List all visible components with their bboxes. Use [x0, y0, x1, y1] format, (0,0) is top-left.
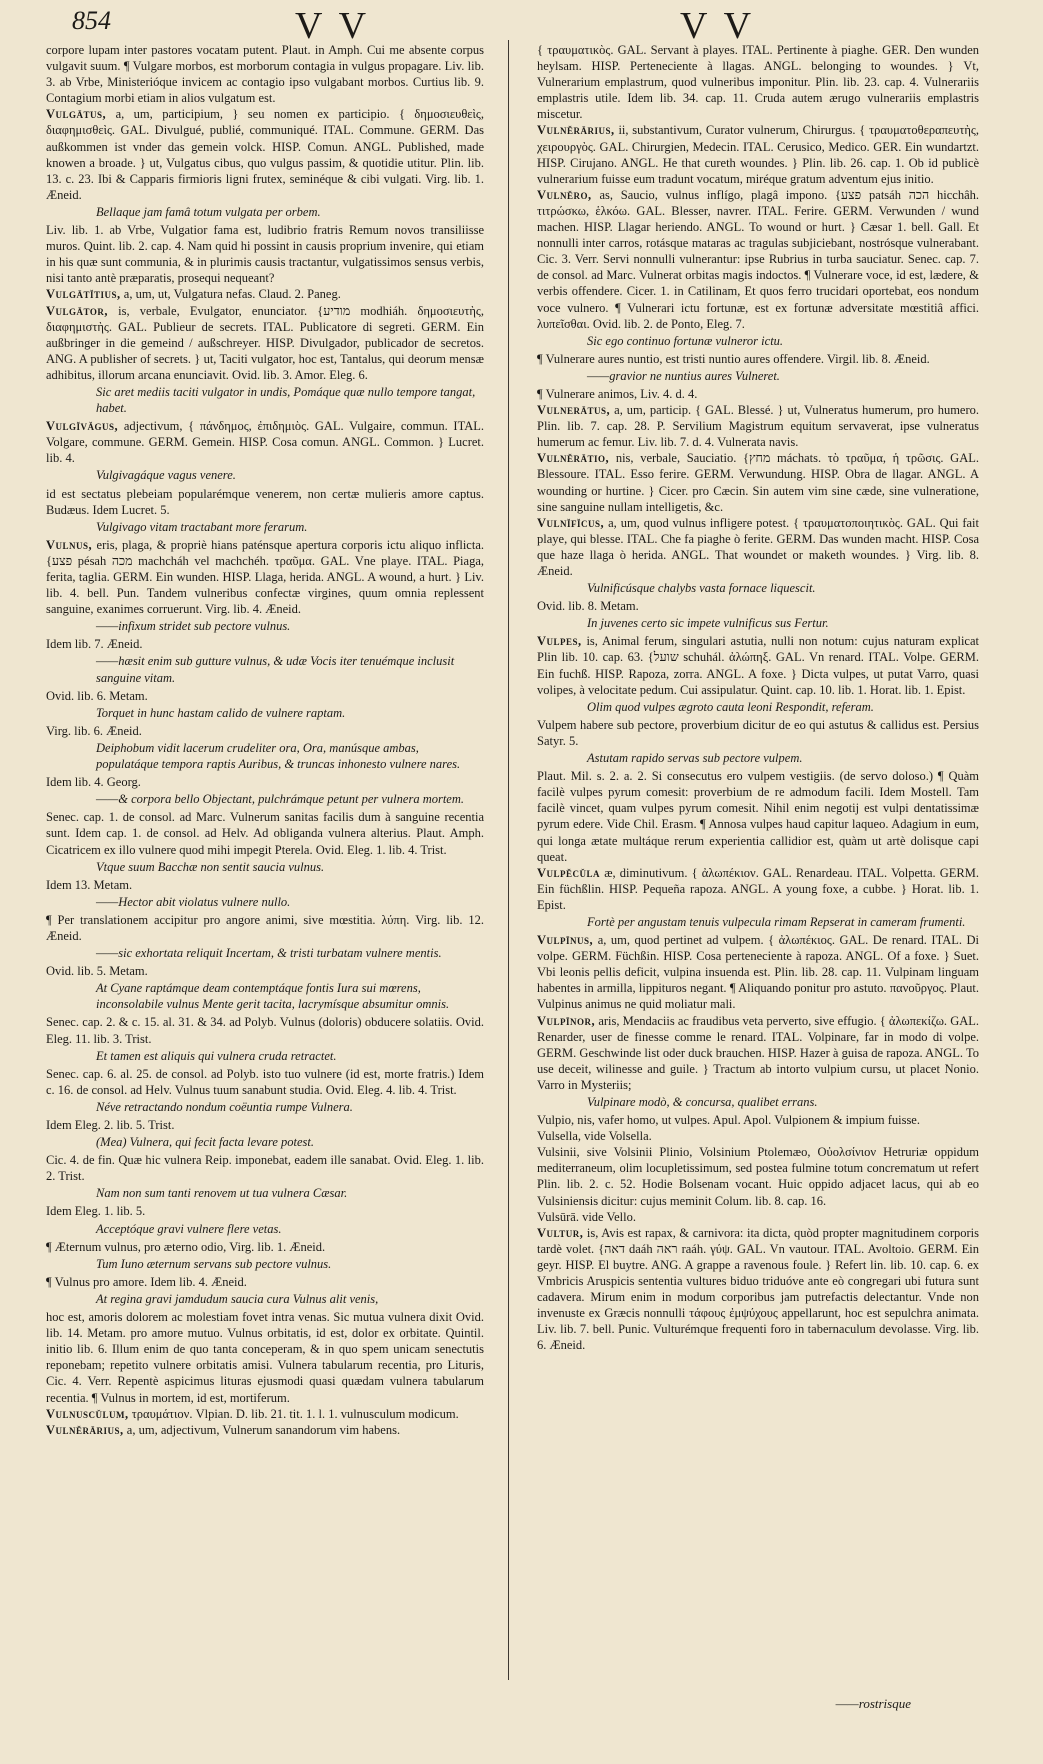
verse-quotation: Vulnificúsque chalybs vasta fornace liquescit. — [587, 581, 816, 596]
verse-quotation: ——& corpora bello Objectant, pulchrámque petunt per vulnera mortem. — [96, 792, 465, 807]
entry-text: a, um, participium, } seu nomen ex participio. { δημοσιευθεὶς, διαφημισθεὶς. GAL. Divulgué, publié, communiqué. ITAL. Commune. GERM. Das außkommen ist vnder das gemein volck. HISP. Comun. ANGL. Published, made knowen a broade. } ut, Vulgatus cibus, quo vulgus passim, & quotidie utitur. Plin. lib. 13. c. 23. Ibi & Capparis firmioris ligni frutex, seminéque & cibi vulgati. Virg. lib. 1. Æneid. — [46, 107, 484, 202]
headword: Vulpīnor, — [537, 1013, 596, 1028]
verse-quotation: Bellaque jam famâ totum vulgata per orbem. — [96, 204, 321, 219]
dictionary-entry — [537, 450, 979, 514]
dictionary-entry — [537, 1144, 979, 1208]
dictionary-entry — [46, 42, 484, 106]
verse-quotation: Nam non sum tanti renovem ut tua vulnera Cæsar. — [96, 1186, 348, 1201]
entry-text: as, Saucio, vulnus inflígo, plagâ impono. {פצע patsáh הכה hicchâh. τιτρώσκω, ἑλκόω. GAL. Blesser, navrer. ITAL. Ferire. GERM. Verwunden / wund machen. HISP. Llagar heriendo. ANGL. To wound or hurt. } Cæsar 1. bell. Gall. Et nonnulli inter carros, rotásque mataras ac tragulas subjiciebant, nostrósque vulnerabant. Cic. 3. Verr. Servi nonnulli vulnerantur: ipse Rubrius in turba sauciatur. Senec. cap. 7. de consol. ad Marc. Vulnerat orbitas magis indoctos. ¶ Vulnerare voce, id est, lædere, & verbis offendere. Cicer. 1. in Catilinam, Et quos ferro trucidari oportebat, eos nondum voce vulnero. ¶ Vulnerari ictu fortunæ, est ex fortunæ adversitate mœstitiâ affici. λυπεῖσθαι. Ovid. lib. 2. de Ponto, Eleg. 7. — [537, 187, 979, 331]
entry-text: ¶ Æternum vulnus, pro æterno odio, Virg. lib. 1. Æneid. — [46, 1239, 326, 1254]
dictionary-entry — [46, 1309, 484, 1406]
left-running-head: V V — [295, 5, 371, 47]
dictionary-entry — [537, 598, 979, 614]
dictionary-entry — [46, 1066, 484, 1098]
entry-text: corpore lupam inter pastores vocatam putent. Plaut. in Amph. Cui me absente corpus vulgavit suum. ¶ Vulgare morbos, est morborum contagia in vulgus propagare. Liv. lib. 3. ab Vrbe, Ministerióque invicem ac contagio ipso vulgabant morbos. Curtius lib. 9. Contagium morbi etiam in alios vulgatum est. — [46, 43, 484, 106]
entry-text: Vulpio, nis, vafer homo, ut vulpes. Apul. Apol. Vulpionem & impium fuisse. — [537, 1113, 920, 1128]
headword: Vulnus, — [46, 537, 93, 552]
verse-quotation: At Cyane raptámque deam contemptáque fontis Iura sui mœrens, inconsolabile vulnus Mente gerit tacita, lacrymísque absumitur omnis. — [96, 981, 450, 1012]
entry-text: Vulsinii, sive Volsinii Plinio, Volsinium Ptolemæo, Οὐολσίνιον Hetruriæ oppidum mediterraneum, olim locupletissimum, sed postea fulmine totum concrematum ut refert Plin. lib. 2. c. 52. Hodie Bolsenam vocant. Huic oppido adjacet lacus, qui ab eo Vulsiniensis dicitur: cujus meminit Colum. lib. 8. cap. 16. — [537, 1145, 979, 1208]
page-number: 854 — [72, 6, 111, 35]
dictionary-entry — [537, 768, 979, 865]
dictionary-entry — [537, 865, 979, 913]
entry-text: Ovid. lib. 5. Metam. — [46, 964, 148, 979]
verse-quotation: Et tamen est aliquis qui vulnera cruda retractet. — [96, 1048, 337, 1063]
verse-quotation: ——infixum stridet sub pectore vulnus. — [96, 619, 291, 634]
entry-text: is, verbale, Evulgator, enunciator. {מודיע modhiáh. δημοσιευτὴς, διαφημιστὴς. GAL. Publieur de secrets. ITAL. Publicatore di segreti. GERM. Ein außbringer in die gemeind / außschreyer. HISP. Divulgador, publicador de secretos. ANG. A publisher of secrets. } ut, Taciti vulgator, hoc est, Tantalus, qui deorum mensæ adhibitus, illorum arcana enunciavit. Ovid. lib. 3. Amor. Eleg. 6. — [46, 303, 484, 382]
headword: Vulpĕcŭla — [537, 865, 601, 880]
dictionary-entry — [46, 723, 484, 739]
entry-text: a, um, quod pertinet ad vulpem. { ἀλωπέκιος. GAL. De renard. ITAL. Di volpe. GERM. Füchßin. HISP. Cosa perteneciente à rapoza. ANGL. Of a foxe. } Suet. Vbi leonis pellis deficit, vulpina insuenda est. Plin. lib. 28. cap. 11. Vulpinam linguam habentes in armilla, lippituros negant. ¶ Aliquando ponitur pro astuto. πανοῦργος. Plaut. Vulpinus animus ne quid moliatur mali. — [537, 933, 979, 1012]
verse-quotation: Tum Iuno æternum servans sub pectore vulnus. — [96, 1256, 332, 1271]
dictionary-entry — [46, 106, 484, 203]
verse-quotation: Sic aret mediis taciti vulgator in undis, Pomáque quæ nullo tempore tangat, habet. — [96, 384, 476, 416]
entry-text: Idem lib. 4. Georg. — [46, 775, 141, 790]
headword: Vulgātĭtius, — [46, 287, 121, 302]
dictionary-entry — [46, 1406, 484, 1422]
verse-quotation: Astutam rapido servas sub pectore vulpem. — [587, 751, 803, 766]
dictionary-entry — [46, 1014, 484, 1046]
verse-quotation: Vtque suum Bacchæ non sentit saucia vulnus. — [96, 859, 325, 874]
dictionary-entry — [46, 688, 484, 704]
entry-text: Cic. 4. de fin. Quæ hic vulnera Reip. imponebat, eadem ille sanabat. Ovid. Eleg. 1. lib. 2. Trist. — [46, 1153, 484, 1184]
verse-quotation: Torquet in hunc hastam calido de vulnere raptam. — [96, 705, 346, 720]
entry-text: Plaut. Mil. s. 2. a. 2. Si consecutus ero vulpem vestigiis. (de servo doloso.) ¶ Quàm facilè vulpes pyrum comesit: proverbium de re admodum facili. Idem Mostell. Tam facilè vincet, quam vulpes pyrum comesit. Nihil enim negotij est vulpi dentatissimæ pyrum edere. Vide Chil. Erasm. ¶ Annosa vulpes haud capitur laqueo. Adagium in eum, qui longa ætate multáque rerum experientia callidior est, quàm ut artè dolisque capi queat. — [537, 769, 979, 864]
dictionary-entry — [537, 633, 979, 697]
headword: Vulnerātus, — [537, 403, 611, 418]
entry-text: aris, Mendaciis ac fraudibus veta perverto, sive effugio. { ἀλωπεκίζω. GAL. Renarder, user de finesse comme le renard. ITAL. Volpinare, far in modo di volpe. GERM. Geschwinde list oder duck brauchen. HISP. Hazer à guisa de rapoza. ANGL. To use deceit, wilinesse and guile. } Tractum ab intorto vulpium cursu, ut placet Nonio. Varro in Mysteriis; — [537, 1013, 979, 1092]
dictionary-entry — [537, 386, 979, 402]
entry-text: ¶ Per translationem accipitur pro angore animi, sive mœstitia. λύπη. Virg. lib. 12. Æneid. — [46, 912, 484, 943]
entry-text: ¶ Vulnerare aures nuntio, est tristi nuntio aures offendere. Virgil. lib. 8. Æneid. — [537, 351, 930, 366]
verse-quotation: Vulpinare modò, & concursa, qualibet errans. — [587, 1095, 818, 1109]
dictionary-entry — [537, 1209, 979, 1225]
right-running-head: V V — [680, 5, 756, 47]
headword: Vulgātus, — [46, 107, 107, 122]
dictionary-entry — [537, 1225, 979, 1354]
dictionary-entry — [46, 877, 484, 893]
dictionary-entry — [537, 515, 979, 579]
entry-text: is, Avis est rapax, & carnivora: ita dicta, quòd propter magnitudinem corporis tardè volet. {דאה daáh ראה raáh. γύψ. GAL. Vn vautour. ITAL. Avoltoio. GERM. Ein geyr. HISP. El buytre. ANG. A grappe a ravenous foule. } Refert lin. lib. 10. cap. 6. ex Vmbricis Aruspicis sententia vultures biduo triduóve ante eò congregari ubi futura sunt cadavera. Mirum enim in modum corporibus jam putrefactis delectantur. Vnde non invenuste ex Græcis nonnulli τάφους ἐμψύχους appellarunt, hoc est sepulchra animata. Liv. lib. 7. bell. Punic. Vulturémque frequenti foro in tabernaculum devolasse. Virg. lib. 6. Æneid. — [537, 1225, 979, 1353]
entry-text: Senec. cap. 2. & c. 15. al. 31. & 34. ad Polyb. Vulnus (doloris) obducere solatiis. Ovid. Eleg. 11. lib. 3. Trist. — [46, 1015, 484, 1046]
dictionary-entry — [46, 486, 484, 518]
dictionary-entry — [46, 222, 484, 286]
entry-text: adjectivum, { πάνδημος, ἐπιδημιὸς. GAL. Vulgaire, commun. ITAL. Volgare, commune. GERM. Gemein. HISP. Cosa comun. ANGL. Common. } Lucret. lib. 4. — [46, 419, 484, 466]
dictionary-entry — [46, 1239, 484, 1255]
entry-text: Idem 13. Metam. — [46, 877, 133, 892]
entry-text: nis, verbale, Sauciatio. {מחץ máchats. τὸ τραῦμα, ἡ τρῶσις. GAL. Blessoure. ITAL. Esso ferire. GERM. Verwundung. HISP. Obra de llagar. ANGL. A wounding or hurtine. } Cicer. pro Cæcin. Sin autem vim sine cæde, sine vulneratione, sine sanguine nullam intelligetis, &c. — [537, 451, 979, 514]
entry-text: æ, diminutivum. { ἀλωπέκιον. GAL. Renardeau. ITAL. Volpetta. GERM. Ein füchßlin. HISP. Pequeña rapoza. ANGL. A young foxe, a cubbe. } Horat. lib. 1. Epist. — [537, 865, 979, 912]
dictionary-entry — [46, 809, 484, 857]
dictionary-entry — [537, 351, 979, 367]
dictionary-entry — [537, 1013, 979, 1093]
entry-text: a, um, ut, Vulgatura nefas. Claud. 2. Paneg. — [123, 287, 341, 302]
entry-text: Ovid. lib. 8. Metam. — [537, 599, 639, 614]
right-column — [537, 42, 979, 1652]
verse-quotation: Sic ego continuo fortunæ vulneror ictu. — [587, 333, 784, 348]
dictionary-entry — [537, 932, 979, 1012]
dictionary-entry — [537, 402, 979, 450]
dictionary-entry — [46, 963, 484, 979]
entry-text: id est sectatus plebeiam popularémque venerem, non certæ mulieris amore captus. Budæus. Idem Lucret. 5. — [46, 486, 484, 517]
dictionary-entry — [46, 418, 484, 466]
headword: Vulnuscŭlum, — [46, 1406, 129, 1421]
verse-quotation: Vulgivago vitam tractabant more ferarum. — [96, 519, 308, 534]
verse-quotation: Deiphobum vidit lacerum crudeliter ora, Ora, manúsque ambas, populatáque tempora raptis Auribus, & truncas inhonesto vulnere nares. — [96, 740, 461, 772]
dictionary-entry — [537, 1112, 979, 1128]
dictionary-entry — [537, 187, 979, 332]
headword: Vulnĕrārius, — [537, 123, 615, 138]
headword: Vulgātor, — [46, 303, 108, 318]
catchword: ——rostrisque — [835, 1696, 911, 1711]
entry-text: a, um, particip. { GAL. Blessé. } ut, Vulneratus humerum, pro humero. Plin. lib. 7. cap. 28. P. Servilium Magistrum equitum servaverat, ipse vulneratus humerum ac femur. Liv. lib. 7. d. 4. Vulnerata navis. — [537, 403, 979, 450]
headword: Vulgĭvăgus, — [46, 419, 119, 434]
entry-text: Liv. lib. 1. ab Vrbe, Vulgatior fama est, ludibrio fratris Remum novos transiliisse muros. Quint. lib. 2. cap. 4. Nam quid hi possint in causis proprium invenire, qui etiam in his quæ sunt communia, & in plurimis causis tractantur, vulgatissimos sensus verbis, nisi tanto antè præparatis, prosequi nequeant? — [46, 223, 484, 286]
headword: Vulnĕrātio, — [537, 451, 610, 466]
dictionary-entry — [537, 717, 979, 749]
entry-text: Senec. cap. 6. al. 25. de consol. ad Polyb. isto tuo vulnere (id est, morte fratris.) Idem c. 16. de consol. ad Helv. Vulnus tuum sanabunt studia. Ovid. Eleg. 4. lib. 4. Trist. — [46, 1066, 484, 1097]
entry-text: Vulsūrā. vide Vello. — [537, 1209, 637, 1224]
headword: Vulnĕrārius, — [46, 1422, 124, 1437]
verse-quotation: ——hæsit enim sub gutture vulnus, & udæ Vocis iter tenuémque inclusit sanguine vitam. — [96, 654, 455, 685]
verse-quotation: Fortè per angustam tenuis vulpecula rimam Repserat in cameram frumenti. — [587, 914, 966, 929]
left-column — [46, 42, 484, 1652]
dictionary-entry — [46, 537, 484, 617]
dictionary-entry — [46, 636, 484, 652]
entry-text: { τραυματικὸς. GAL. Servant à playes. ITAL. Pertinente à piaghe. GER. Den wunden heylsam. HISP. Perteneciente à llagas. ANGL. belonging to woundes. } Vt, Vulnerarium emplastrum, quod vulneribus imponitur. Plin. lib. 23. cap. 4. Vulnerariis emplastris utile. Idem lib. 34. cap. 11. Cruda autem ærugo vulnerariis emplastris miscetur. — [537, 43, 979, 122]
verse-quotation: In juvenes certo sic impete vulnificus sus Fertur. — [587, 616, 829, 631]
dictionary-entry — [46, 1422, 484, 1438]
verse-quotation: At regina gravi jamdudum saucia cura Vulnus alit venis, — [96, 1291, 379, 1306]
verse-quotation: Vulgivagáque vagus venere. — [96, 468, 236, 483]
headword: Vulpīnus, — [537, 933, 594, 948]
entry-text: Vulsella, vide Volsella. — [537, 1129, 652, 1144]
dictionary-entry — [46, 1117, 484, 1133]
entry-text: Idem Eleg. 1. lib. 5. — [46, 1204, 146, 1219]
verse-quotation: Néve retractando nondum coëuntia rumpe Vulnera. — [96, 1099, 353, 1114]
headword: Vultur, — [537, 1225, 584, 1240]
entry-text: Senec. cap. 1. de consol. ad Marc. Vulnerum sanitas facilis dum à sanguine recentia sunt. Idem cap. 1. de consol. ad Helv. Ad obliganda vulnera alterius. Plaut. Amph. Cicatricem ex illo vulnere quod mihi impegit Pterela. Ovid. Eleg. 1. lib. 4. Trist. — [46, 810, 484, 857]
dictionary-entry — [46, 912, 484, 944]
entry-text: ¶ Vulnerare animos, Liv. 4. d. 4. — [537, 386, 698, 401]
entry-text: is, Animal ferum, singulari astutia, nulli non notum: cujus naturam explicat Plin lib. 10. cap. 63. {שועל schuhál. ἀλώπηξ. GAL. Vn renard. ITAL. Volpe. GERM. Ein fuchß. HISP. Rapoza, zorra. ANGL. A foxe. } Dicta vulpes, ut putat Varro, quasi volipes, à velocitate pedum. Cui assipulatur. Quint. cap. 10. lib. 1. Horat. lib. 1. Epist. — [537, 634, 979, 697]
dictionary-entry — [537, 122, 979, 186]
verse-quotation: (Mea) Vulnera, qui fecit facta levare potest. — [96, 1135, 314, 1150]
entry-text: hoc est, amoris dolorem ac molestiam fovet intra venas. Sic mutua vulnera dixit Ovid. lib. 14. Metam. pro amore mutuo. Vulnus orbitatis, id est, dolor ex orbitate. Quintil. initio lib. 6. Illum enim de quo tanta conceperam, & in quo spem unicam senectutis reponebam; repetito vulnere orbitatis amisi. Vulnera tabularum recentia, pro Lituris, Cic. 4. Verr. Repentè aspicimus lituras ejusmodi quasi quædam vulnera tabularum recentia. ¶ Vulnus in mortem, id est, mortiferum. — [46, 1310, 484, 1405]
entry-text: a, um, adjectivum, Vulnerum sanandorum vim habens. — [126, 1422, 401, 1437]
dictionary-entry — [537, 1128, 979, 1144]
entry-text: a, um, quod vulnus infligere potest. { τραυματοποιητικὸς. GAL. Qui fait playe, qui blesse. ITAL. Che fa piaghe ò ferite. GERM. Das wunden macht. HISP. Cosa que haze llaga ò herida. ANGL. That woundet or maketh woundes. } Virg. lib. 8. Æneid. — [537, 515, 979, 578]
entry-text: eris, plaga, & propriè hians paténsque apertura corporis ictu aliquo inflicta. {פצע pésah מכה machcháh vel machchéh. τραῦμα. GAL. Vne playe. ITAL. Piaga, ferita, taglia. GERM. Ein wunden. HISP. Llaga, herida. ANGL. A wound, a hurt. } Liv. lib. 4. bell. Pun. Tandem vulneribus confectæ virgines, quum omnia replessent sanguine, exanimes corruerunt. Virg. lib. 4. Æneid. — [46, 537, 484, 617]
entry-text: Ovid. lib. 6. Metam. — [46, 688, 148, 703]
dictionary-entry — [46, 303, 484, 383]
column-divider — [508, 40, 509, 1680]
dictionary-entry — [46, 286, 484, 302]
verse-quotation: ——Hector abit violatus vulnere nullo. — [96, 894, 291, 909]
verse-quotation: ——gravior ne nuntius aures Vulneret. — [587, 368, 780, 383]
headword: Vulnĕro, — [537, 187, 592, 202]
dictionary-entry — [537, 42, 979, 122]
entry-text: Vulpem habere sub pectore, proverbium dicitur de eo qui astutus & callidus est. Persius Satyr. 5. — [537, 717, 979, 748]
dictionary-entry — [46, 1203, 484, 1219]
verse-quotation: Olim quod vulpes ægroto cauta leoni Respondit, referam. — [587, 699, 874, 714]
entry-text: τραυμάτιον. Vlpian. D. lib. 21. tit. 1. l. 1. vulnusculum modicum. — [131, 1406, 459, 1421]
dictionary-entry — [46, 774, 484, 790]
entry-text: ¶ Vulnus pro amore. Idem lib. 4. Æneid. — [46, 1274, 247, 1289]
verse-quotation: Acceptóque gravi vulnere flere vetas. — [96, 1221, 282, 1236]
entry-text: Idem lib. 7. Æneid. — [46, 637, 143, 652]
verse-quotation: ——sic exhortata reliquit Incertam, & tristi turbatam vulnere mentis. — [96, 946, 442, 961]
dictionary-entry — [46, 1152, 484, 1184]
dictionary-entry — [46, 1274, 484, 1290]
entry-text: Idem Eleg. 2. lib. 5. Trist. — [46, 1118, 175, 1132]
headword: Vulnĭfĭcus, — [537, 515, 605, 530]
headword: Vulpes, — [537, 634, 582, 649]
entry-text: Virg. lib. 6. Æneid. — [46, 723, 142, 738]
entry-text: ii, substantivum, Curator vulnerum, Chirurgus. { τραυματοθεραπευτὴς, χειρουργὸς. GAL. Chirurgien, Medecin. ITAL. Cerusico, Medico. GER. Ein wundartzt. HISP. Cirujano. ANGL. He that cureth woundes. } Plin. lib. 26. cap. 1. Ob id publicè vulnerarium fuisse eum tradunt vocatum, miréque gratum adventum ejus initio. — [537, 123, 979, 186]
